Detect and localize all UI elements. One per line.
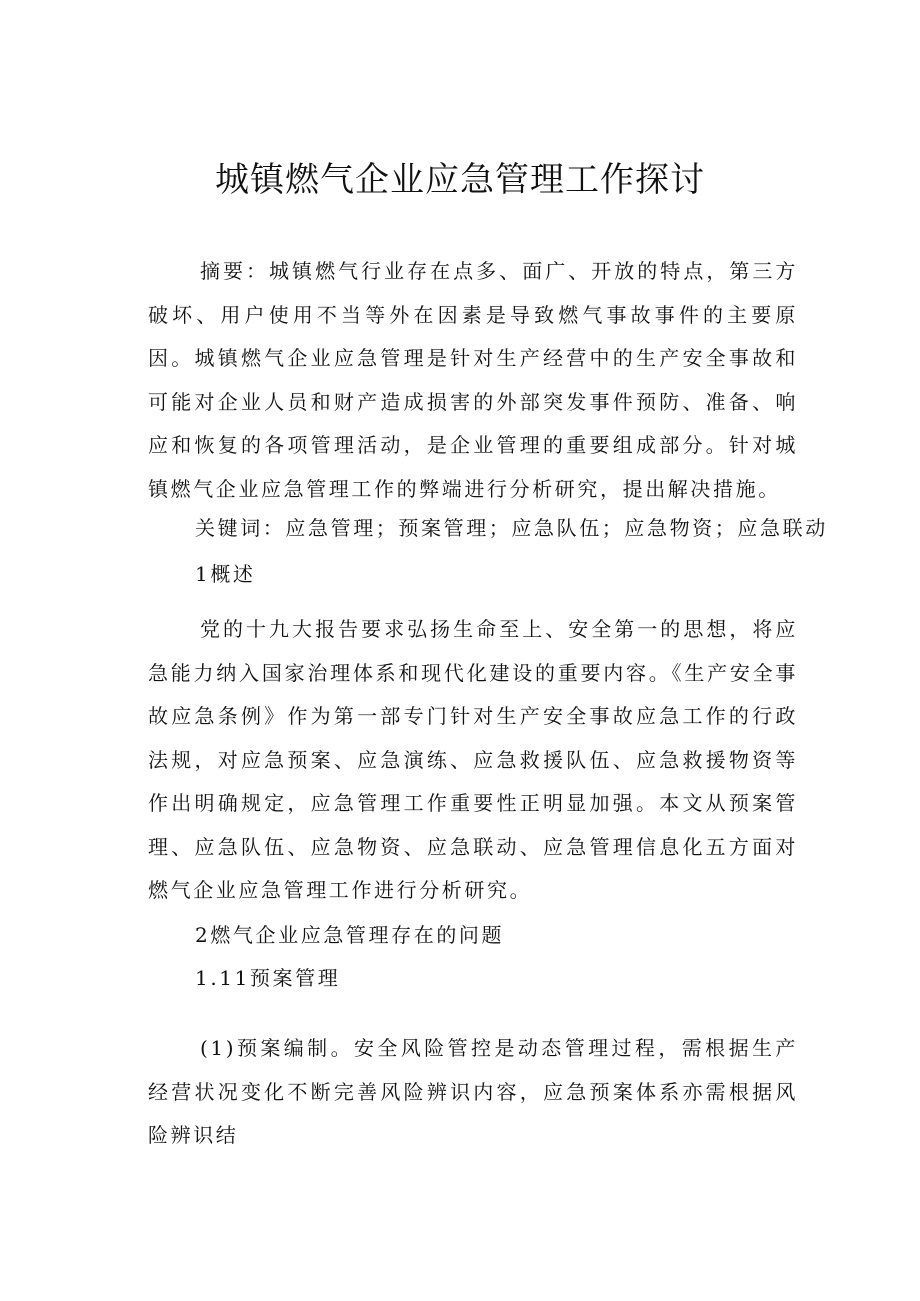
item-1-paragraph: (1)预案编制。安全风险管控是动态管理过程，需根据生产经营状况变化不断完善风险辨识内容，应急预案体系亦需根据风险辨识结 xyxy=(148,1036,798,1147)
keywords-line: 关键词：应急管理；预案管理；应急队伍；应急物资；应急联动 xyxy=(195,516,828,540)
document-title: 城镇燃气企业应急管理工作探讨 xyxy=(215,160,705,200)
subsection-heading: 1.11预案管理 xyxy=(195,966,341,990)
section-2-heading: 2燃气企业应急管理存在的问题 xyxy=(195,923,505,947)
section-1-heading: 1概述 xyxy=(195,562,256,586)
section-1-body: 党的十九大报告要求弘扬生命至上、安全第一的思想，将应急能力纳入国家治理体系和现代化建设的重要内容。《生产安全事故应急条例》作为第一部专门针对生产安全事故应急工作的行政法规，对应急预案、应急演练、应急救援队伍、应急救援物资等作出明确规定，应急管理工作重要性正明显加强。本文从预案管理、应急队伍、应急物资、应急联动、应急管理信息化五方面对燃气企业应急管理工作进行分析研究。 xyxy=(148,617,798,902)
abstract-paragraph: 摘要：城镇燃气行业存在点多、面广、开放的特点，第三方破坏、用户使用不当等外在因素是导致燃气事故事件的主要原因。城镇燃气企业应急管理是针对生产经营中的生产安全事故和可能对企业人员和财产造成损害的外部突发事件预防、准备、响应和恢复的各项管理活动，是企业管理的重要组成部分。针对城镇燃气企业应急管理工作的弊端进行分析研究，提出解决措施。 xyxy=(148,259,798,501)
